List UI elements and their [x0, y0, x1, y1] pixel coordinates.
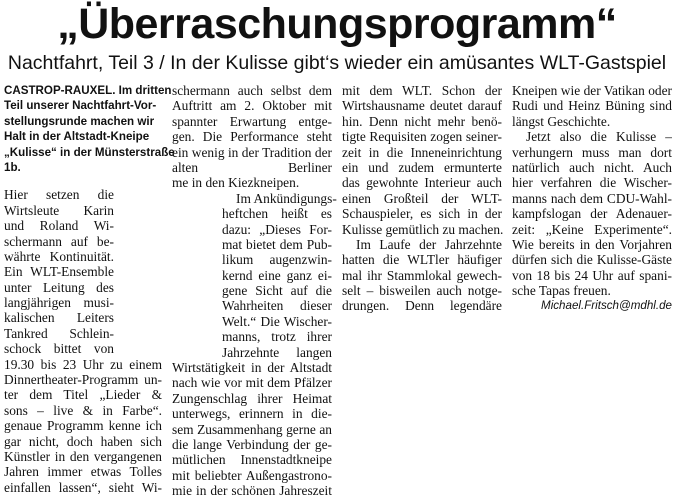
body-line: manns nach dem CDU-Wahl-	[512, 190, 672, 206]
body-line: alten Berliner	[172, 159, 332, 175]
body-line: mit beliebter Außengastrono-	[172, 467, 332, 483]
body-line: Jahren immer etwas Tolles	[4, 464, 162, 480]
body-line: Schauspieler, es sich in der	[342, 206, 502, 222]
body-line: Wirtstätigkeit in der Altstadt	[172, 360, 332, 376]
body-line: von 18 bis 24 Uhr auf spani-	[512, 267, 672, 283]
body-line: hin. Denn nicht mehr benö-	[342, 113, 502, 129]
body-line: einen Großteil der WLT-	[342, 190, 502, 206]
body-line: unterwegs, erinnern in die-	[172, 406, 332, 422]
lead-line: stellungsrunde machen wir	[4, 114, 155, 128]
body-line: mie in der schönen Jahreszeit	[172, 483, 332, 499]
body-line: sche Tapas freuen.	[512, 283, 611, 299]
body-line: nach wie vor mit dem Pfälzer	[172, 375, 332, 391]
body-line: Wahrheiten dieser	[222, 298, 332, 314]
column-2	[172, 83, 337, 499]
body-line: das gewohnte Interieur auch	[342, 175, 502, 191]
body-line: Jetzt also die Kulisse –	[526, 129, 672, 145]
body-text	[4, 187, 162, 495]
lead-line: 1b.	[4, 160, 21, 174]
body-line: mütlichen Innenstadtkneipe	[172, 452, 332, 468]
body-line: schermann auch selbst dem	[172, 83, 332, 98]
body-line: kalischen Leiters	[4, 310, 114, 326]
body-line: Im Laufe der Jahrzehnte	[356, 236, 502, 252]
body-line: dazu: „Dieses For-	[222, 221, 332, 237]
body-line: manns, trotz ihrer	[222, 329, 332, 345]
body-line: kernd eine ganz ei-	[222, 267, 332, 283]
body-line: Kneipen wie der Vatikan oder	[512, 83, 672, 98]
lead-line: „Kulisse“ in der Münsterstraße	[4, 145, 175, 159]
body-line: währte Kontinuität.	[4, 248, 114, 264]
lead-line: CASTROP-RAUXEL. Im dritten	[4, 84, 172, 97]
lead-line: Teil unserer Nachtfahrt-Vor-	[4, 99, 157, 113]
body-line: langjährigen musi-	[4, 295, 114, 311]
body-line: Hier setzen die	[4, 187, 114, 203]
body-line: sem Zusammenhang gerne an	[172, 421, 332, 437]
body-line: mat bietet dem Pub-	[222, 236, 332, 252]
subheadline: Nachtfahrt, Teil 3 / In der Kulisse gibt‘s wieder ein amüsantes WLT-Gastspiel	[7, 52, 667, 74]
body-line: Wirtshausname deutet darauf	[342, 98, 502, 114]
body-line: schock bittet von	[4, 341, 114, 357]
body-line: verhungern muss man dort	[512, 144, 672, 160]
body-line: Rudi und Heinz Büning sind	[512, 98, 672, 114]
body-line: genaue Programm kenne ich	[4, 418, 162, 434]
body-line: ein wenig in der Tradition der	[172, 144, 332, 160]
body-line: hier verfahren die Wischer-	[512, 175, 672, 191]
body-line: Im Ankündigungs-	[236, 190, 337, 206]
body-line: ein und zudem ermunterte	[342, 159, 502, 175]
body-line: zeit in die Inneneinrichtung	[342, 144, 502, 160]
body-line: Wie bereits in den Vorjahren	[512, 236, 672, 252]
body-line: Auftritt am 2. Oktober mit	[172, 98, 332, 114]
body-line: tigte Requisiten zogen seiner-	[342, 129, 502, 145]
body-line: Tankred Schlein-	[4, 325, 114, 341]
body-line: längst Geschichte.	[512, 113, 611, 129]
body-line: gar nicht, doch haben sich	[4, 433, 162, 449]
body-line: Ein WLT-Ensemble	[4, 264, 114, 280]
body-line: dürfen sich die Kulisse-Gäste	[512, 252, 672, 268]
body-line: gen. Die Performance steht	[172, 129, 332, 145]
body-line: 19.30 bis 23 Uhr zu einem	[4, 356, 162, 372]
body-line: spannter Erwartung entge-	[172, 113, 332, 129]
author-email: Michael.Fritsch@mdhl.de	[541, 299, 672, 313]
body-line: zeit: „Keine Experimente“.	[512, 221, 672, 237]
inset-text	[222, 190, 337, 360]
body-line: likum augenzwin-	[222, 252, 332, 268]
body-line: gene Sicht auf die	[222, 283, 332, 299]
body-line: kampfslogan der Adenauer-	[512, 206, 672, 222]
column-4	[512, 83, 672, 314]
body-line: selt – bisweilen auch notge-	[342, 283, 502, 299]
body-line: schermann auf be-	[4, 233, 114, 249]
body-line: mit dem WLT. Schon der	[342, 83, 502, 98]
body-line: Kulisse gemütlich zu machen.	[342, 221, 504, 237]
body-line: drungen. Denn legendäre	[342, 298, 502, 314]
body-line: Welt.“ Die Wischer-	[222, 313, 332, 329]
body-line: natürlich auch nicht. Auch	[512, 159, 672, 175]
body-line: die lange Verbindung der ge-	[172, 436, 332, 452]
body-line: und Roland Wi-	[4, 218, 114, 234]
body-line: Dinnertheater-Programm un-	[4, 372, 162, 388]
body-line: heftchen heißt es	[222, 206, 332, 222]
lead-paragraph	[4, 83, 175, 175]
column-3	[342, 83, 502, 314]
lead-line: Halt in der Altstadt-Kneipe	[4, 130, 150, 144]
body-line: unter Leitung des	[4, 279, 114, 295]
body-line: Künstler in den vergangenen	[4, 448, 162, 464]
body-line: sons – live & in Farbe“.	[4, 402, 162, 418]
body-line: Wirtsleute Karin	[4, 202, 114, 218]
body-line: me in den Kiezkneipen.	[172, 175, 300, 191]
body-line: mal ihr Stammlokal gewech-	[342, 267, 502, 283]
body-line: einfallen lassen“, sieht Wi-	[4, 479, 162, 495]
body-line: Zungenschlag ihrer Heimat	[172, 390, 332, 406]
body-line: Jahrzehnte langen	[222, 344, 332, 360]
column-1	[4, 83, 175, 495]
headline: „Überraschungsprogramm“	[57, 0, 617, 48]
body-line: ter dem Titel „Lieder &	[4, 387, 162, 403]
body-line: hatten die WLTler häufiger	[342, 252, 502, 268]
